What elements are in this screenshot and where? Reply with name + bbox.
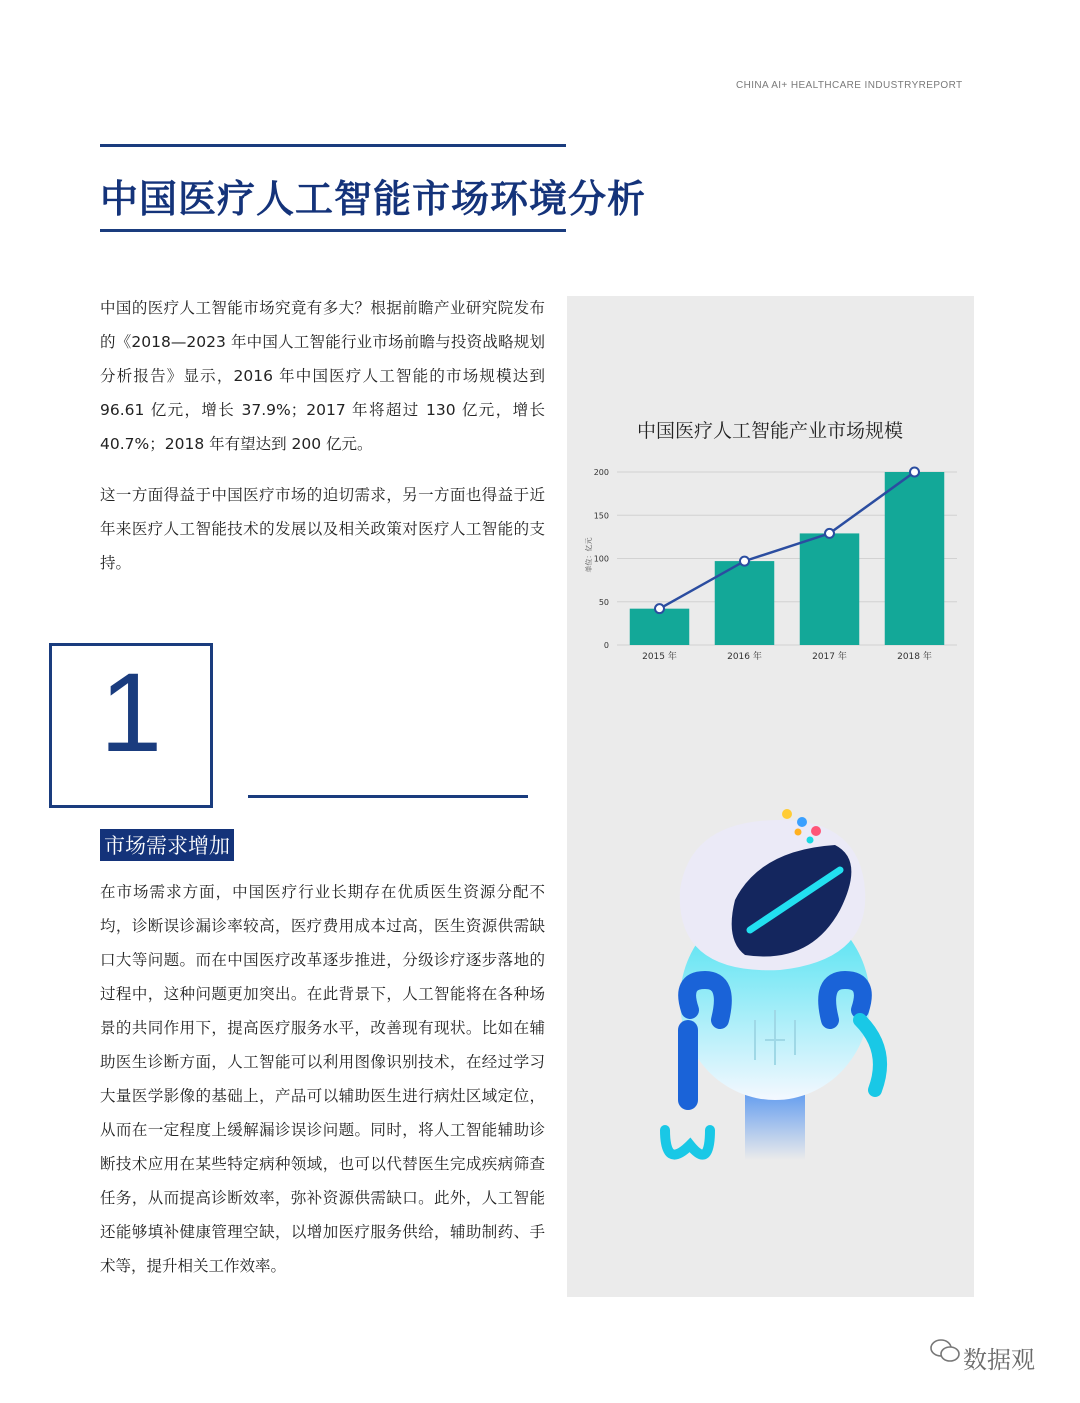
y-tick-label: 200 <box>593 468 609 477</box>
line-point <box>740 557 749 566</box>
y-tick-label: 150 <box>593 511 609 521</box>
watermark-text: 数据观 <box>963 1346 1035 1374</box>
intro-paragraph-1: 中国的医疗人工智能市场究竟有多大？根据前瞻产业研究院发布的《2018—2023 年中国人工智能行业市场前瞻与投资战略规划分析报告》显示，2016 年中国医疗人工智能的市场规模达到 96.61 亿元，增长 37.9%；2017 年将超过 130 亿元，增长 40.7%；2018 年有望达到 200 亿元。 <box>100 299 545 453</box>
wechat-icon <box>930 1338 960 1364</box>
title-top-rule <box>100 144 566 147</box>
x-tick-label: 2015 年 <box>642 652 677 662</box>
x-tick-label: 2016 年 <box>727 652 762 662</box>
section-number: 1 <box>99 650 163 775</box>
x-tick-label: 2017 年 <box>812 652 847 662</box>
line-point <box>910 468 919 477</box>
y-tick-label: 100 <box>593 554 609 564</box>
y-axis-label: 单位：亿元 <box>585 537 593 573</box>
intro-paragraph-2: 这一方面得益于中国医疗市场的迫切需求，另一方面也得益于近年来医疗人工智能技术的发展以及相关政策对医疗人工智能的支持。 <box>100 486 545 572</box>
market-size-chart <box>567 455 974 670</box>
line-point <box>655 604 664 613</box>
chart-title: 中国医疗人工智能产业市场规模 <box>636 420 903 442</box>
line-point <box>825 529 834 538</box>
page-title: 中国医疗人工智能市场环境分析 <box>100 177 647 221</box>
y-tick-label: 0 <box>603 641 609 650</box>
title-bottom-rule <box>100 229 566 232</box>
section-body: 在市场需求方面，中国医疗行业长期存在优质医生资源分配不均，诊断误诊漏诊率较高，医疗费用成本过高，医生资源供需缺口大等问题。而在中国医疗改革逐步推进，分级诊疗逐步落地的过程中，这种问题更加突出。在此背景下，人工智能将在各种场景的共同作用下，提高医疗服务水平，改善现有现状。比如在辅助医生诊断方面，人工智能可以利用图像识别技术，在经过学习大量医学影像的基础上，产品可以辅助医生进行病灶区域定位，从而在一定程度上缓解漏诊误诊问题。同时，将人工智能辅助诊断技术应用在某些特定病种领域，也可以代替医生完成疾病筛查任务，从而提高诊断效率，弥补资源供需缺口。此外，人工智能还能够填补健康管理空缺，以增加医疗服务供给，辅助制药、手术等，提升相关工作效率。 <box>100 883 545 1275</box>
y-tick-label: 50 <box>598 597 609 607</box>
bar <box>885 472 945 645</box>
robot-illustration <box>650 800 900 1180</box>
x-tick-label: 2018 年 <box>897 652 932 662</box>
section-rule <box>248 795 528 798</box>
section-heading: 市场需求增加 <box>100 829 234 861</box>
trend-line <box>660 472 915 609</box>
report-header-tag: CHINA AI+ HEALTHCARE INDUSTRYREPORT <box>736 80 963 91</box>
bar <box>800 533 860 645</box>
